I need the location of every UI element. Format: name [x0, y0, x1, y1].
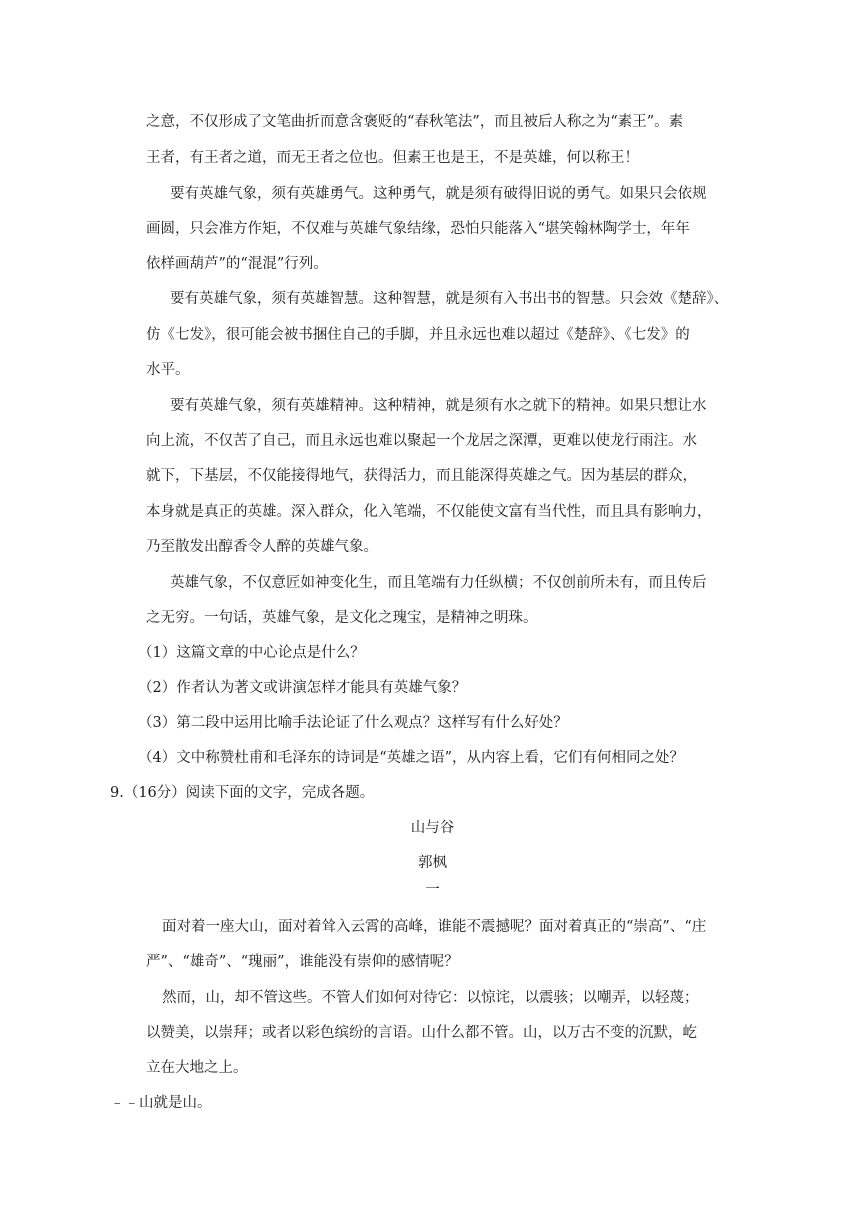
passage-line: 英雄气象，不仅意匠如神变化生，而且笔端有力任纵横；不仅创前所未有，而且传后 — [170, 575, 707, 591]
passage-line: 画圆，只会准方作矩，不仅难与英雄气象结缘，恐怕只能落入“堪笑翰林陶学士，年年 — [146, 221, 690, 237]
article-line: 然而，山，却不管这些。不管人们如何对待它：以惊诧，以震骇；以嘲弄，以轻蔑； — [162, 990, 699, 1006]
article-line: 严”、“雄奇”、“瑰丽”，谁能没有崇仰的感情呢？ — [146, 954, 459, 970]
article-line: 面对着一座大山，面对着耸入云霄的高峰，谁能不震撼呢？面对着真正的“崇高”、“庄 — [162, 919, 707, 935]
passage-line: 本身就是真正的英雄。深入群众，化入笔端，不仅能使文富有当代性，而且具有影响力， — [146, 504, 712, 520]
article-line: 以赞美，以崇拜；或者以彩色缤纷的言语。山什么都不管。山，以万古不变的沉默，屹 — [146, 1025, 697, 1041]
passage-line: 向上流，不仅苦了自己，而且永远也难以聚起一个龙居之深潭，更难以使龙行雨注。水 — [146, 433, 697, 449]
passage-line: 水平。 — [146, 362, 190, 378]
passage-line: 要有英雄气象，须有英雄精神。这种精神，就是须有水之就下的精神。如果只想让水 — [170, 398, 707, 414]
passage-line: 要有英雄气象，须有英雄勇气。这种勇气，就是须有破得旧说的勇气。如果只会依规 — [170, 186, 707, 202]
question-2: （2）作者认为著文或讲演怎样才能具有英雄气象？ — [138, 680, 467, 696]
question-4: （4）文中称赞杜甫和毛泽东的诗词是“英雄之语”，从内容上看，它们有何相同之处？ — [138, 750, 685, 766]
article-title: 山与谷 — [410, 820, 455, 836]
passage-line: 要有英雄气象，须有英雄智慧。这种智慧，就是须有入书出书的智慧。只会效《楚辞》、 — [170, 291, 729, 307]
article-line: ﹣﹣山就是山。 — [110, 1095, 212, 1111]
passage-line: 王者，有王者之道，而无王者之位也。但素王也是王，不是英雄，何以称王！ — [146, 150, 639, 166]
article-author: 郭枫 — [418, 855, 447, 871]
question-3: （3）第二段中运用比喻手法论证了什么观点？这样写有什么好处？ — [138, 715, 568, 731]
passage-line: 就下，下基层，不仅能接得地气，获得活力，而且能深得英雄之气。因为基层的群众， — [146, 468, 697, 484]
problem-heading: 9.（16分）阅读下面的文字，完成各题。 — [110, 785, 375, 801]
passage-line: 之意，不仅形成了文笔曲折而意含褒贬的“春秋笔法”，而且被后人称之为“素王”。素 — [146, 114, 684, 130]
passage-line: 之无穷。一句话，英雄气象，是文化之瑰宝，是精神之明珠。 — [146, 610, 538, 626]
article-line: 立在大地之上。 — [146, 1060, 248, 1076]
section-number: 一 — [425, 882, 440, 898]
passage-line: 依样画葫芦”的“混混”行列。 — [146, 256, 328, 272]
passage-line: 仿《七发》，很可能会被书捆住自己的手脚，并且永远也难以超过《楚辞》、《七发》的 — [146, 327, 690, 343]
question-1: （1）这篇文章的中心论点是什么？ — [138, 645, 365, 661]
passage-line: 乃至散发出醇香令人醉的英雄气象。 — [146, 539, 378, 555]
